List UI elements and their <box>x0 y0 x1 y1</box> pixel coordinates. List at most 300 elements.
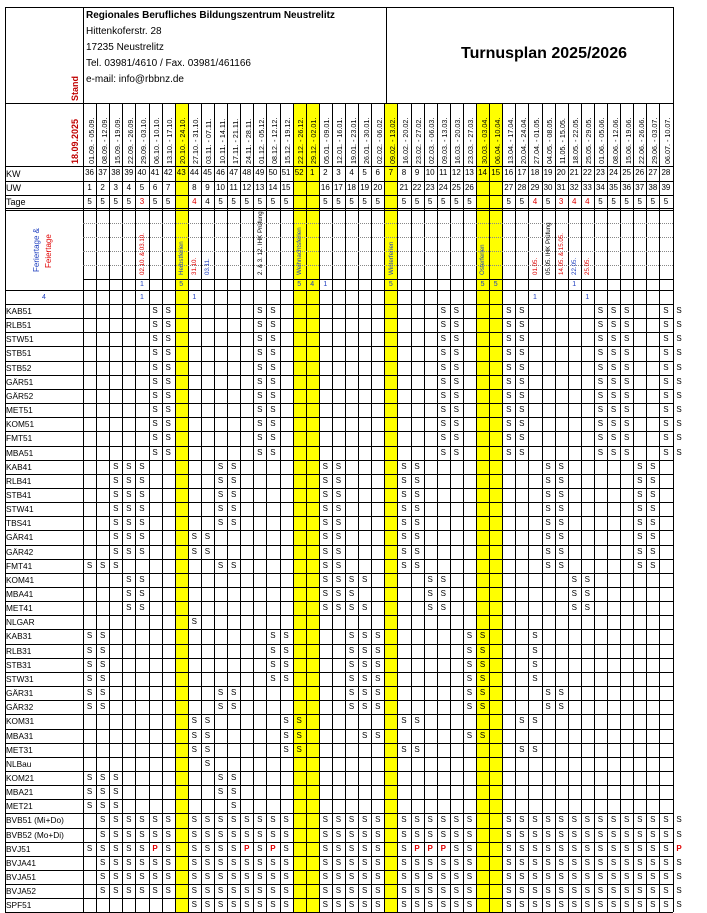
schedule-mark-s: S <box>401 504 407 514</box>
schedule-mark-s: S <box>427 857 433 867</box>
schedule-mark-s: S <box>401 518 407 528</box>
schedule-mark-s: S <box>165 306 171 315</box>
schedule-mark-s: S <box>545 546 551 556</box>
tage-cell: 5 <box>414 197 420 206</box>
schedule-mark-s: S <box>597 306 604 315</box>
schedule-mark-s: S <box>230 787 237 797</box>
schedule-mark-s: S <box>152 390 158 400</box>
schedule-mark-s: S <box>453 405 460 415</box>
kw-cell: 26 <box>635 168 645 177</box>
kw-cell: 24 <box>609 168 618 177</box>
schedule-mark-s: S <box>637 843 643 853</box>
kw-cell: 50 <box>268 168 278 177</box>
schedule-mark-s: S <box>466 702 473 712</box>
schedule-mark-s: S <box>610 900 617 910</box>
count-cell: 5 <box>480 281 485 288</box>
grid-line <box>5 460 673 461</box>
count-cell: 1 <box>572 281 577 288</box>
grid-line <box>5 700 673 701</box>
schedule-mark-s: S <box>519 744 525 754</box>
schedule-mark-s: S <box>663 433 669 443</box>
class-label: NLBau <box>6 758 32 769</box>
schedule-mark-s: S <box>126 546 132 556</box>
schedule-mark-s: S <box>532 886 538 896</box>
schedule-mark-s: S <box>113 546 119 556</box>
schedule-mark-s: S <box>126 574 132 584</box>
grid-line <box>266 103 267 912</box>
grid-line <box>5 743 673 744</box>
class-label: SPF51 <box>6 900 32 911</box>
grid-line <box>5 7 673 8</box>
tage-cell: 5 <box>545 197 551 206</box>
schedule-mark-s: S <box>191 617 198 627</box>
schedule-mark-s: S <box>139 546 145 556</box>
schedule-mark-s: S <box>440 900 446 910</box>
schedule-mark-s: S <box>99 829 106 839</box>
schedule-mark-s: S <box>506 447 512 457</box>
schedule-mark-s: S <box>676 829 682 839</box>
note-divider <box>83 251 673 252</box>
schedule-mark-s: S <box>348 857 355 867</box>
grid-line <box>5 601 673 602</box>
class-label: RLB31 <box>6 645 32 656</box>
class-label: MBA31 <box>6 730 34 741</box>
schedule-mark-s: S <box>663 419 669 429</box>
schedule-mark-s: S <box>584 815 591 825</box>
schedule-mark-s: S <box>165 405 171 415</box>
schedule-mark-s: S <box>440 447 446 457</box>
schedule-mark-s: S <box>663 362 669 372</box>
school-phone-fax: Tel. 03981/4610 / Fax. 03981/461166 <box>86 58 251 69</box>
schedule-mark-s: S <box>414 886 420 896</box>
schedule-mark-s: S <box>152 829 158 839</box>
schedule-mark-s: S <box>479 659 486 669</box>
schedule-mark-s: S <box>558 532 564 542</box>
schedule-mark-s: S <box>650 532 656 542</box>
class-label: GÄR52 <box>6 390 34 401</box>
schedule-mark-s: S <box>375 829 381 839</box>
schedule-mark-s: S <box>453 886 460 896</box>
schedule-mark-s: S <box>466 659 473 669</box>
schedule-mark-s: S <box>506 829 512 839</box>
school-email: e-mail: info@rbbnz.de <box>86 74 184 85</box>
kw-cell: 5 <box>362 168 367 177</box>
uw-cell: 17 <box>333 183 343 192</box>
class-label: KOM21 <box>6 772 35 783</box>
schedule-mark-s: S <box>532 829 538 839</box>
schedule-mark-s: S <box>217 886 224 896</box>
class-label: BVJA52 <box>6 886 36 897</box>
schedule-mark-s: S <box>217 475 224 485</box>
schedule-mark-s: S <box>571 886 577 896</box>
grid-line <box>450 103 451 912</box>
schedule-mark-s: S <box>597 376 604 386</box>
schedule-mark-s: S <box>545 560 551 570</box>
schedule-mark-s: S <box>584 886 591 896</box>
kw-cell: 18 <box>530 168 540 177</box>
schedule-mark-s: S <box>244 900 250 910</box>
schedule-mark-s: S <box>139 475 145 485</box>
schedule-mark-s: S <box>414 857 420 867</box>
schedule-mark-s: S <box>558 815 564 825</box>
kw-cell: 12 <box>451 168 461 177</box>
schedule-mark-s: S <box>348 631 355 641</box>
kw-cell: 28 <box>661 168 671 177</box>
schedule-mark-s: S <box>86 631 93 641</box>
schedule-mark-s: S <box>257 886 263 896</box>
class-label: KAB31 <box>6 631 32 642</box>
school-street: Hittenkoferstr. 28 <box>86 26 162 37</box>
schedule-mark-s: S <box>637 518 643 528</box>
schedule-mark-s: S <box>139 857 145 867</box>
schedule-mark-s: S <box>257 419 263 429</box>
schedule-mark-s: S <box>637 857 643 867</box>
schedule-mark-s: S <box>414 716 420 726</box>
grid-line <box>5 318 673 319</box>
kw-cell: 40 <box>137 168 147 177</box>
schedule-mark-s: S <box>440 405 446 415</box>
schedule-mark-s: S <box>361 886 368 896</box>
uw-cell: 24 <box>438 183 448 192</box>
class-label: STB52 <box>6 362 32 373</box>
schedule-mark-s: S <box>217 702 224 712</box>
schedule-mark-s: S <box>623 405 630 415</box>
tage-cell: 5 <box>165 197 171 206</box>
schedule-mark-s: S <box>506 362 512 372</box>
schedule-mark-s: S <box>676 348 682 358</box>
holiday-note: 22.05. <box>570 257 578 275</box>
schedule-mark-s: S <box>545 532 551 542</box>
schedule-mark-s: S <box>244 829 250 839</box>
schedule-mark-s: S <box>401 900 407 910</box>
schedule-mark-s: S <box>244 857 250 867</box>
schedule-mark-s: S <box>519 306 525 315</box>
schedule-mark-s: S <box>191 716 198 726</box>
schedule-mark-s: S <box>676 857 682 867</box>
tage-cell: 5 <box>663 197 669 206</box>
week-date-label: 02.02. - 06.02. <box>374 117 384 164</box>
schedule-mark-s: S <box>191 730 198 740</box>
schedule-mark-s: S <box>610 390 617 400</box>
grid-line <box>568 103 569 912</box>
schedule-mark-s: S <box>296 716 302 726</box>
week-date-label: 23.03. - 27.03. <box>466 117 476 164</box>
schedule-mark-s: S <box>152 872 158 881</box>
schedule-mark-s: S <box>375 886 381 896</box>
schedule-mark-s: S <box>322 815 329 825</box>
schedule-mark-s: S <box>99 857 106 867</box>
grid-line <box>293 103 294 912</box>
schedule-mark-s: S <box>217 829 224 839</box>
grid-line <box>240 103 241 912</box>
schedule-mark-s: S <box>610 334 617 344</box>
tage-cell: 5 <box>87 197 92 206</box>
schedule-mark-s: S <box>152 348 158 358</box>
schedule-mark-s: S <box>545 886 551 896</box>
schedule-mark-s: S <box>584 900 591 910</box>
schedule-mark-s: S <box>270 334 276 344</box>
schedule-mark-s: S <box>623 334 630 344</box>
week-date-label: 22.12. - 26.12. <box>296 117 306 164</box>
schedule-mark-s: S <box>623 872 630 881</box>
tage-cell: 5 <box>637 197 642 206</box>
schedule-mark-s: S <box>375 900 381 910</box>
schedule-mark-s: S <box>348 815 355 825</box>
class-label: RLB51 <box>6 320 32 331</box>
kw-cell: 20 <box>556 168 566 177</box>
schedule-mark-s: S <box>466 631 473 641</box>
schedule-mark-s: S <box>270 631 276 641</box>
schedule-mark-s: S <box>532 716 538 726</box>
week-date-label: 20.04. - 24.04. <box>518 117 528 164</box>
schedule-mark-s: S <box>257 857 263 867</box>
schedule-mark-s: S <box>335 504 342 514</box>
grid-line <box>386 7 387 103</box>
schedule-mark-s: S <box>270 673 276 683</box>
schedule-mark-s: S <box>623 829 630 839</box>
schedule-mark-s: S <box>466 829 473 839</box>
class-label: MBA51 <box>6 447 34 458</box>
grid-line <box>5 757 673 758</box>
schedule-mark-s: S <box>571 815 577 825</box>
schedule-mark-s: S <box>296 730 302 740</box>
schedule-mark-s: S <box>361 843 368 853</box>
schedule-mark-s: S <box>597 843 604 853</box>
schedule-mark-s: S <box>361 900 368 910</box>
schedule-mark-s: S <box>230 900 237 910</box>
week-date-label: 15.09. - 19.09. <box>112 117 122 164</box>
schedule-mark-s: S <box>623 390 630 400</box>
schedule-mark-s: S <box>532 900 538 910</box>
schedule-mark-s: S <box>597 872 604 881</box>
uw-cell: 27 <box>504 183 514 192</box>
schedule-mark-s: S <box>610 433 617 443</box>
schedule-mark-s: S <box>623 320 630 330</box>
schedule-mark-s: S <box>270 362 276 372</box>
schedule-mark-s: S <box>126 603 132 613</box>
schedule-mark-s: S <box>519 419 525 429</box>
schedule-mark-s: S <box>466 730 473 740</box>
schedule-mark-s: S <box>348 702 355 712</box>
schedule-mark-s: S <box>270 433 276 443</box>
grid-line <box>5 210 673 211</box>
grid-line <box>201 103 202 912</box>
week-date-label: 09.03. - 13.03. <box>440 117 450 164</box>
week-date-label: 08.06. - 12.06. <box>610 117 620 164</box>
class-label: MET51 <box>6 405 33 416</box>
grid-line <box>358 103 359 912</box>
schedule-mark-s: S <box>401 716 407 726</box>
grid-line <box>502 103 503 912</box>
grid-line <box>607 103 608 912</box>
grid-line <box>5 446 673 447</box>
schedule-mark-s: S <box>427 589 433 598</box>
schedule-mark-s: S <box>637 546 643 556</box>
uw-cell: 11 <box>229 183 238 192</box>
schedule-mark-s: S <box>139 843 145 853</box>
schedule-mark-s: S <box>217 489 224 499</box>
class-label: KOM41 <box>6 574 35 585</box>
kw-cell: 51 <box>281 168 291 177</box>
schedule-mark-s: S <box>165 886 171 896</box>
schedule-mark-s: S <box>217 518 224 528</box>
schedule-mark-s: S <box>479 673 486 683</box>
week-date-label: 24.11. - 28.11. <box>243 118 253 164</box>
grid-line <box>463 103 464 912</box>
schedule-mark-s: S <box>348 843 355 853</box>
schedule-mark-s: S <box>86 801 93 811</box>
schedule-mark-s: S <box>165 362 171 372</box>
grid-line <box>5 898 673 899</box>
tage-cell: 5 <box>270 197 276 206</box>
uw-label: UW <box>6 183 21 193</box>
schedule-mark-s: S <box>270 419 276 429</box>
schedule-mark-s: S <box>375 815 381 825</box>
schedule-mark-s: S <box>650 518 656 528</box>
schedule-mark-s: S <box>217 772 224 782</box>
week-date-label: 30.03. - 03.04. <box>479 117 489 164</box>
grid-line <box>515 103 516 912</box>
schedule-mark-s: S <box>99 772 106 782</box>
schedule-mark-s: S <box>230 518 237 528</box>
uw-cell: 6 <box>152 183 158 192</box>
kw-cell: 21 <box>569 168 579 177</box>
kw-cell: 22 <box>582 168 592 177</box>
schedule-mark-s: S <box>506 857 512 867</box>
schedule-mark-s: S <box>204 716 211 726</box>
schedule-mark-s: S <box>584 574 591 584</box>
week-date-label: 27.10. - 31.10. <box>191 117 201 164</box>
grid-line <box>5 304 673 305</box>
schedule-mark-s: S <box>676 390 682 400</box>
grid-line <box>5 629 673 630</box>
count-cell: 5 <box>493 281 498 288</box>
schedule-mark-s: S <box>453 829 460 839</box>
schedule-mark-s: S <box>571 589 577 598</box>
tage-cell: 4 <box>572 197 577 206</box>
schedule-mark-s: S <box>453 334 460 344</box>
schedule-mark-s: S <box>113 475 119 485</box>
schedule-mark-s: S <box>335 872 342 881</box>
grid-line <box>5 884 673 885</box>
schedule-mark-s: S <box>283 900 289 910</box>
schedule-mark-s: S <box>650 843 656 853</box>
schedule-mark-s: S <box>623 815 630 825</box>
schedule-mark-s: S <box>126 872 132 881</box>
tage-cell: 5 <box>336 197 341 206</box>
tage-cell: 4 <box>585 197 590 206</box>
grid-line <box>5 799 673 800</box>
kw-cell: 17 <box>517 168 527 177</box>
kw-cell: 14 <box>478 168 487 177</box>
schedule-mark-s: S <box>637 504 643 514</box>
schedule-mark-s: S <box>139 603 145 613</box>
schedule-mark-s: S <box>139 504 145 514</box>
schedule-mark-s: S <box>270 320 276 330</box>
schedule-mark-s: S <box>361 574 368 584</box>
grid-line <box>581 103 582 912</box>
tage-cell: 5 <box>611 197 616 206</box>
tage-cell: 4 <box>532 197 538 206</box>
tage-cell: 5 <box>624 197 629 206</box>
schedule-mark-s: S <box>257 362 263 372</box>
holiday-note: 14.05. & 15.05. <box>557 233 565 275</box>
schedule-mark-s: S <box>610 843 617 853</box>
class-label: NLGAR <box>6 617 35 628</box>
schedule-mark-s: S <box>165 348 171 358</box>
grid-line <box>5 417 673 418</box>
schedule-mark-s: S <box>283 716 289 726</box>
count-cell: 1 <box>585 294 590 301</box>
schedule-mark-s: S <box>545 815 551 825</box>
schedule-mark-s: S <box>113 801 119 811</box>
schedule-mark-s: S <box>99 815 106 825</box>
schedule-mark-s: S <box>113 857 119 867</box>
kw-cell: 16 <box>504 168 514 177</box>
schedule-mark-s: S <box>506 886 512 896</box>
schedule-mark-s: S <box>335 829 342 839</box>
schedule-mark-s: S <box>257 405 263 415</box>
schedule-mark-s: S <box>244 886 250 896</box>
schedule-mark-s: S <box>519 447 525 457</box>
schedule-mark-s: S <box>571 843 577 853</box>
uw-cell: 21 <box>399 183 409 192</box>
grid-line <box>5 389 673 390</box>
schedule-mark-s: S <box>335 900 342 910</box>
tage-cell: 5 <box>467 197 472 206</box>
schedule-mark-s: S <box>296 744 302 754</box>
tage-cell: 5 <box>100 197 105 206</box>
schedule-mark-s: S <box>375 659 381 669</box>
schedule-mark-s: S <box>401 461 407 471</box>
schedule-mark-s: S <box>283 645 289 655</box>
schedule-mark-s: S <box>650 461 656 471</box>
schedule-mark-s: S <box>126 886 132 896</box>
schedule-mark-s: S <box>466 843 473 853</box>
schedule-mark-s: S <box>466 673 473 683</box>
schedule-mark-s: S <box>584 843 591 853</box>
schedule-mark-s: S <box>348 645 355 655</box>
grid-line <box>5 361 673 362</box>
schedule-mark-s: S <box>257 815 263 825</box>
schedule-mark-s: S <box>506 405 512 415</box>
grid-line <box>149 103 150 912</box>
grid-line <box>528 103 529 912</box>
kw-cell: 19 <box>543 168 553 177</box>
week-date-label: 19.01. - 23.01. <box>348 117 358 164</box>
schedule-mark-s: S <box>322 857 329 867</box>
schedule-mark-s: S <box>558 829 564 839</box>
schedule-mark-s: S <box>361 730 368 740</box>
school-name: Regionales Berufliches Bildungszentrum Neustrelitz <box>86 10 335 21</box>
schedule-mark-s: S <box>440 376 446 386</box>
tage-label: Tage <box>6 197 26 207</box>
schedule-mark-s: S <box>440 886 446 896</box>
schedule-mark-s: S <box>257 320 263 330</box>
schedule-mark-s: S <box>230 504 237 514</box>
class-label: STB51 <box>6 348 32 359</box>
schedule-mark-s: S <box>335 603 342 613</box>
schedule-mark-s: S <box>610 320 617 330</box>
schedule-mark-p: P <box>440 843 446 853</box>
class-label: GÄR41 <box>6 532 34 543</box>
schedule-mark-s: S <box>637 829 643 839</box>
schedule-mark-s: S <box>270 306 276 315</box>
schedule-mark-s: S <box>663 405 669 415</box>
schedule-mark-s: S <box>257 872 263 881</box>
count-cell: 5 <box>179 281 184 288</box>
schedule-mark-s: S <box>650 560 656 570</box>
